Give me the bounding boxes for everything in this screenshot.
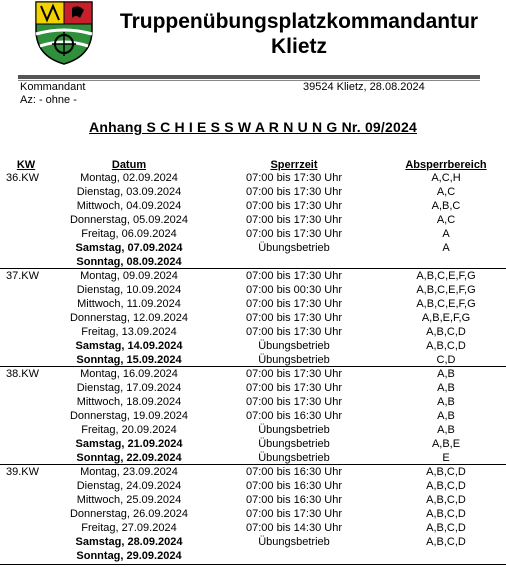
day-sperrzeit: 07:00 bis 17:30 Uhr [245, 214, 342, 226]
week-separator [0, 464, 506, 465]
reference-number: Az: - ohne - [20, 94, 77, 106]
day-date: Dienstag, 10.09.2024 [76, 284, 182, 296]
day-absperrbereich: A,C [436, 186, 456, 198]
day-absperrbereich: A,B [437, 410, 455, 422]
day-sperrzeit: Übungsbetrieb [258, 354, 330, 366]
day-date: Freitag, 20.09.2024 [81, 424, 177, 436]
week-number: 38.KW [6, 368, 40, 380]
day-absperrbereich: A,B [437, 382, 455, 394]
day-date: Donnerstag, 05.09.2024 [69, 214, 189, 226]
day-date: Donnerstag, 26.09.2024 [69, 508, 189, 520]
day-sperrzeit: 07:00 bis 16:30 Uhr [245, 410, 342, 422]
day-absperrbereich: A,B,C,E,F,G [416, 270, 476, 282]
day-absperrbereich: A,B,C,D [426, 480, 466, 492]
day-date: Sonntag, 15.09.2024 [76, 354, 182, 366]
day-date: Donnerstag, 12.09.2024 [69, 312, 189, 324]
day-absperrbereich: A,B,C,D [426, 536, 466, 548]
day-sperrzeit: Übungsbetrieb [258, 452, 330, 464]
day-absperrbereich: A,B,C,D [426, 326, 466, 338]
day-sperrzeit: 07:00 bis 16:30 Uhr [245, 480, 342, 492]
day-date: Dienstag, 24.09.2024 [76, 480, 182, 492]
day-absperrbereich: A,B,C,D [426, 508, 466, 520]
day-date: Samstag, 14.09.2024 [75, 340, 183, 352]
day-absperrbereich: A [442, 242, 450, 254]
day-date: Dienstag, 03.09.2024 [76, 186, 182, 198]
day-sperrzeit: Übungsbetrieb [258, 424, 330, 436]
day-sperrzeit: 07:00 bis 17:30 Uhr [245, 508, 342, 520]
day-date: Samstag, 21.09.2024 [75, 438, 183, 450]
day-sperrzeit: 07:00 bis 17:30 Uhr [245, 172, 342, 184]
column-header-kw: KW [16, 159, 36, 171]
day-sperrzeit: 07:00 bis 17:30 Uhr [245, 186, 342, 198]
day-absperrbereich: A [442, 228, 450, 240]
day-sperrzeit: Übungsbetrieb [258, 242, 330, 254]
day-absperrbereich: A,B,E [431, 438, 461, 450]
day-sperrzeit: 07:00 bis 17:30 Uhr [245, 298, 342, 310]
column-header-datum: Datum [111, 159, 147, 171]
day-absperrbereich: C,D [436, 354, 456, 366]
day-sperrzeit: 07:00 bis 17:30 Uhr [245, 326, 342, 338]
page-title: Truppenübungsplatzkommandantur [119, 10, 479, 33]
column-header-sperrzeit: Sperrzeit [270, 159, 318, 171]
day-absperrbereich: A,C [436, 214, 456, 226]
table-bottom-rule [0, 564, 506, 565]
day-absperrbereich: A,B [437, 424, 455, 436]
day-date: Donnerstag, 19.09.2024 [69, 410, 189, 422]
day-sperrzeit: Übungsbetrieb [258, 536, 330, 548]
day-date: Mittwoch, 25.09.2024 [76, 494, 182, 506]
day-sperrzeit: 07:00 bis 17:30 Uhr [245, 270, 342, 282]
day-date: Montag, 02.09.2024 [80, 172, 178, 184]
day-date: Samstag, 07.09.2024 [75, 242, 183, 254]
document-heading: Anhang S C H I E S S W A R N U N G Nr. 09/2024 [89, 119, 417, 135]
day-absperrbereich: A,B,C [431, 200, 461, 212]
page-subtitle: Klietz [270, 35, 327, 58]
day-date: Montag, 09.09.2024 [80, 270, 178, 282]
day-date: Samstag, 28.09.2024 [75, 536, 183, 548]
day-sperrzeit: 07:00 bis 17:30 Uhr [245, 368, 342, 380]
day-absperrbereich: A,B,C,D [426, 466, 466, 478]
day-absperrbereich: A,B,C,D [426, 494, 466, 506]
day-absperrbereich: A,B,C,E,F,G [416, 298, 476, 310]
place-date: 39524 Klietz, 28.08.2024 [303, 81, 425, 93]
header-divider [18, 75, 480, 79]
day-sperrzeit: 07:00 bis 17:30 Uhr [245, 312, 342, 324]
week-separator [0, 268, 506, 269]
day-sperrzeit: 07:00 bis 00:30 Uhr [245, 284, 342, 296]
day-sperrzeit: 07:00 bis 14:30 Uhr [245, 522, 342, 534]
day-absperrbereich: A,B [437, 368, 455, 380]
day-sperrzeit: 07:00 bis 16:30 Uhr [245, 466, 342, 478]
day-absperrbereich: A,B,C,D [426, 522, 466, 534]
day-sperrzeit: Übungsbetrieb [258, 340, 330, 352]
day-date: Montag, 23.09.2024 [80, 466, 178, 478]
day-sperrzeit: 07:00 bis 17:30 Uhr [245, 382, 342, 394]
day-date: Montag, 16.09.2024 [80, 368, 178, 380]
coat-of-arms-icon [34, 0, 94, 66]
day-date: Freitag, 06.09.2024 [81, 228, 177, 240]
day-date: Sonntag, 29.09.2024 [76, 550, 182, 562]
week-number: 37.KW [6, 270, 40, 282]
day-date: Freitag, 13.09.2024 [81, 326, 177, 338]
week-number: 39.KW [6, 466, 40, 478]
day-sperrzeit: 07:00 bis 17:30 Uhr [245, 200, 342, 212]
day-date: Sonntag, 22.09.2024 [76, 452, 182, 464]
day-absperrbereich: A,B,C,E,F,G [416, 284, 476, 296]
day-sperrzeit: 07:00 bis 17:30 Uhr [245, 228, 342, 240]
day-absperrbereich: A,C,H [431, 172, 461, 184]
day-sperrzeit [214, 550, 374, 563]
day-absperrbereich: A,B [437, 396, 455, 408]
day-sperrzeit: 07:00 bis 17:30 Uhr [245, 396, 342, 408]
day-date: Dienstag, 17.09.2024 [76, 382, 182, 394]
week-separator [0, 366, 506, 367]
day-date: Freitag, 27.09.2024 [81, 522, 177, 534]
day-sperrzeit: 07:00 bis 16:30 Uhr [245, 494, 342, 506]
day-date: Mittwoch, 11.09.2024 [77, 298, 181, 310]
day-sperrzeit: Übungsbetrieb [258, 438, 330, 450]
column-header-absperrbereich: Absperrbereich [405, 159, 487, 171]
day-absperrbereich [386, 550, 506, 563]
day-date: Mittwoch, 18.09.2024 [76, 396, 182, 408]
day-absperrbereich: E [442, 452, 450, 464]
day-absperrbereich: A,B,E,F,G [421, 312, 471, 324]
week-number: 36.KW [6, 172, 40, 184]
day-date: Mittwoch, 04.09.2024 [76, 200, 182, 212]
day-absperrbereich: A,B,C,D [426, 340, 466, 352]
day-date: Sonntag, 08.09.2024 [76, 256, 182, 268]
sender-label: Kommandant [20, 81, 86, 93]
